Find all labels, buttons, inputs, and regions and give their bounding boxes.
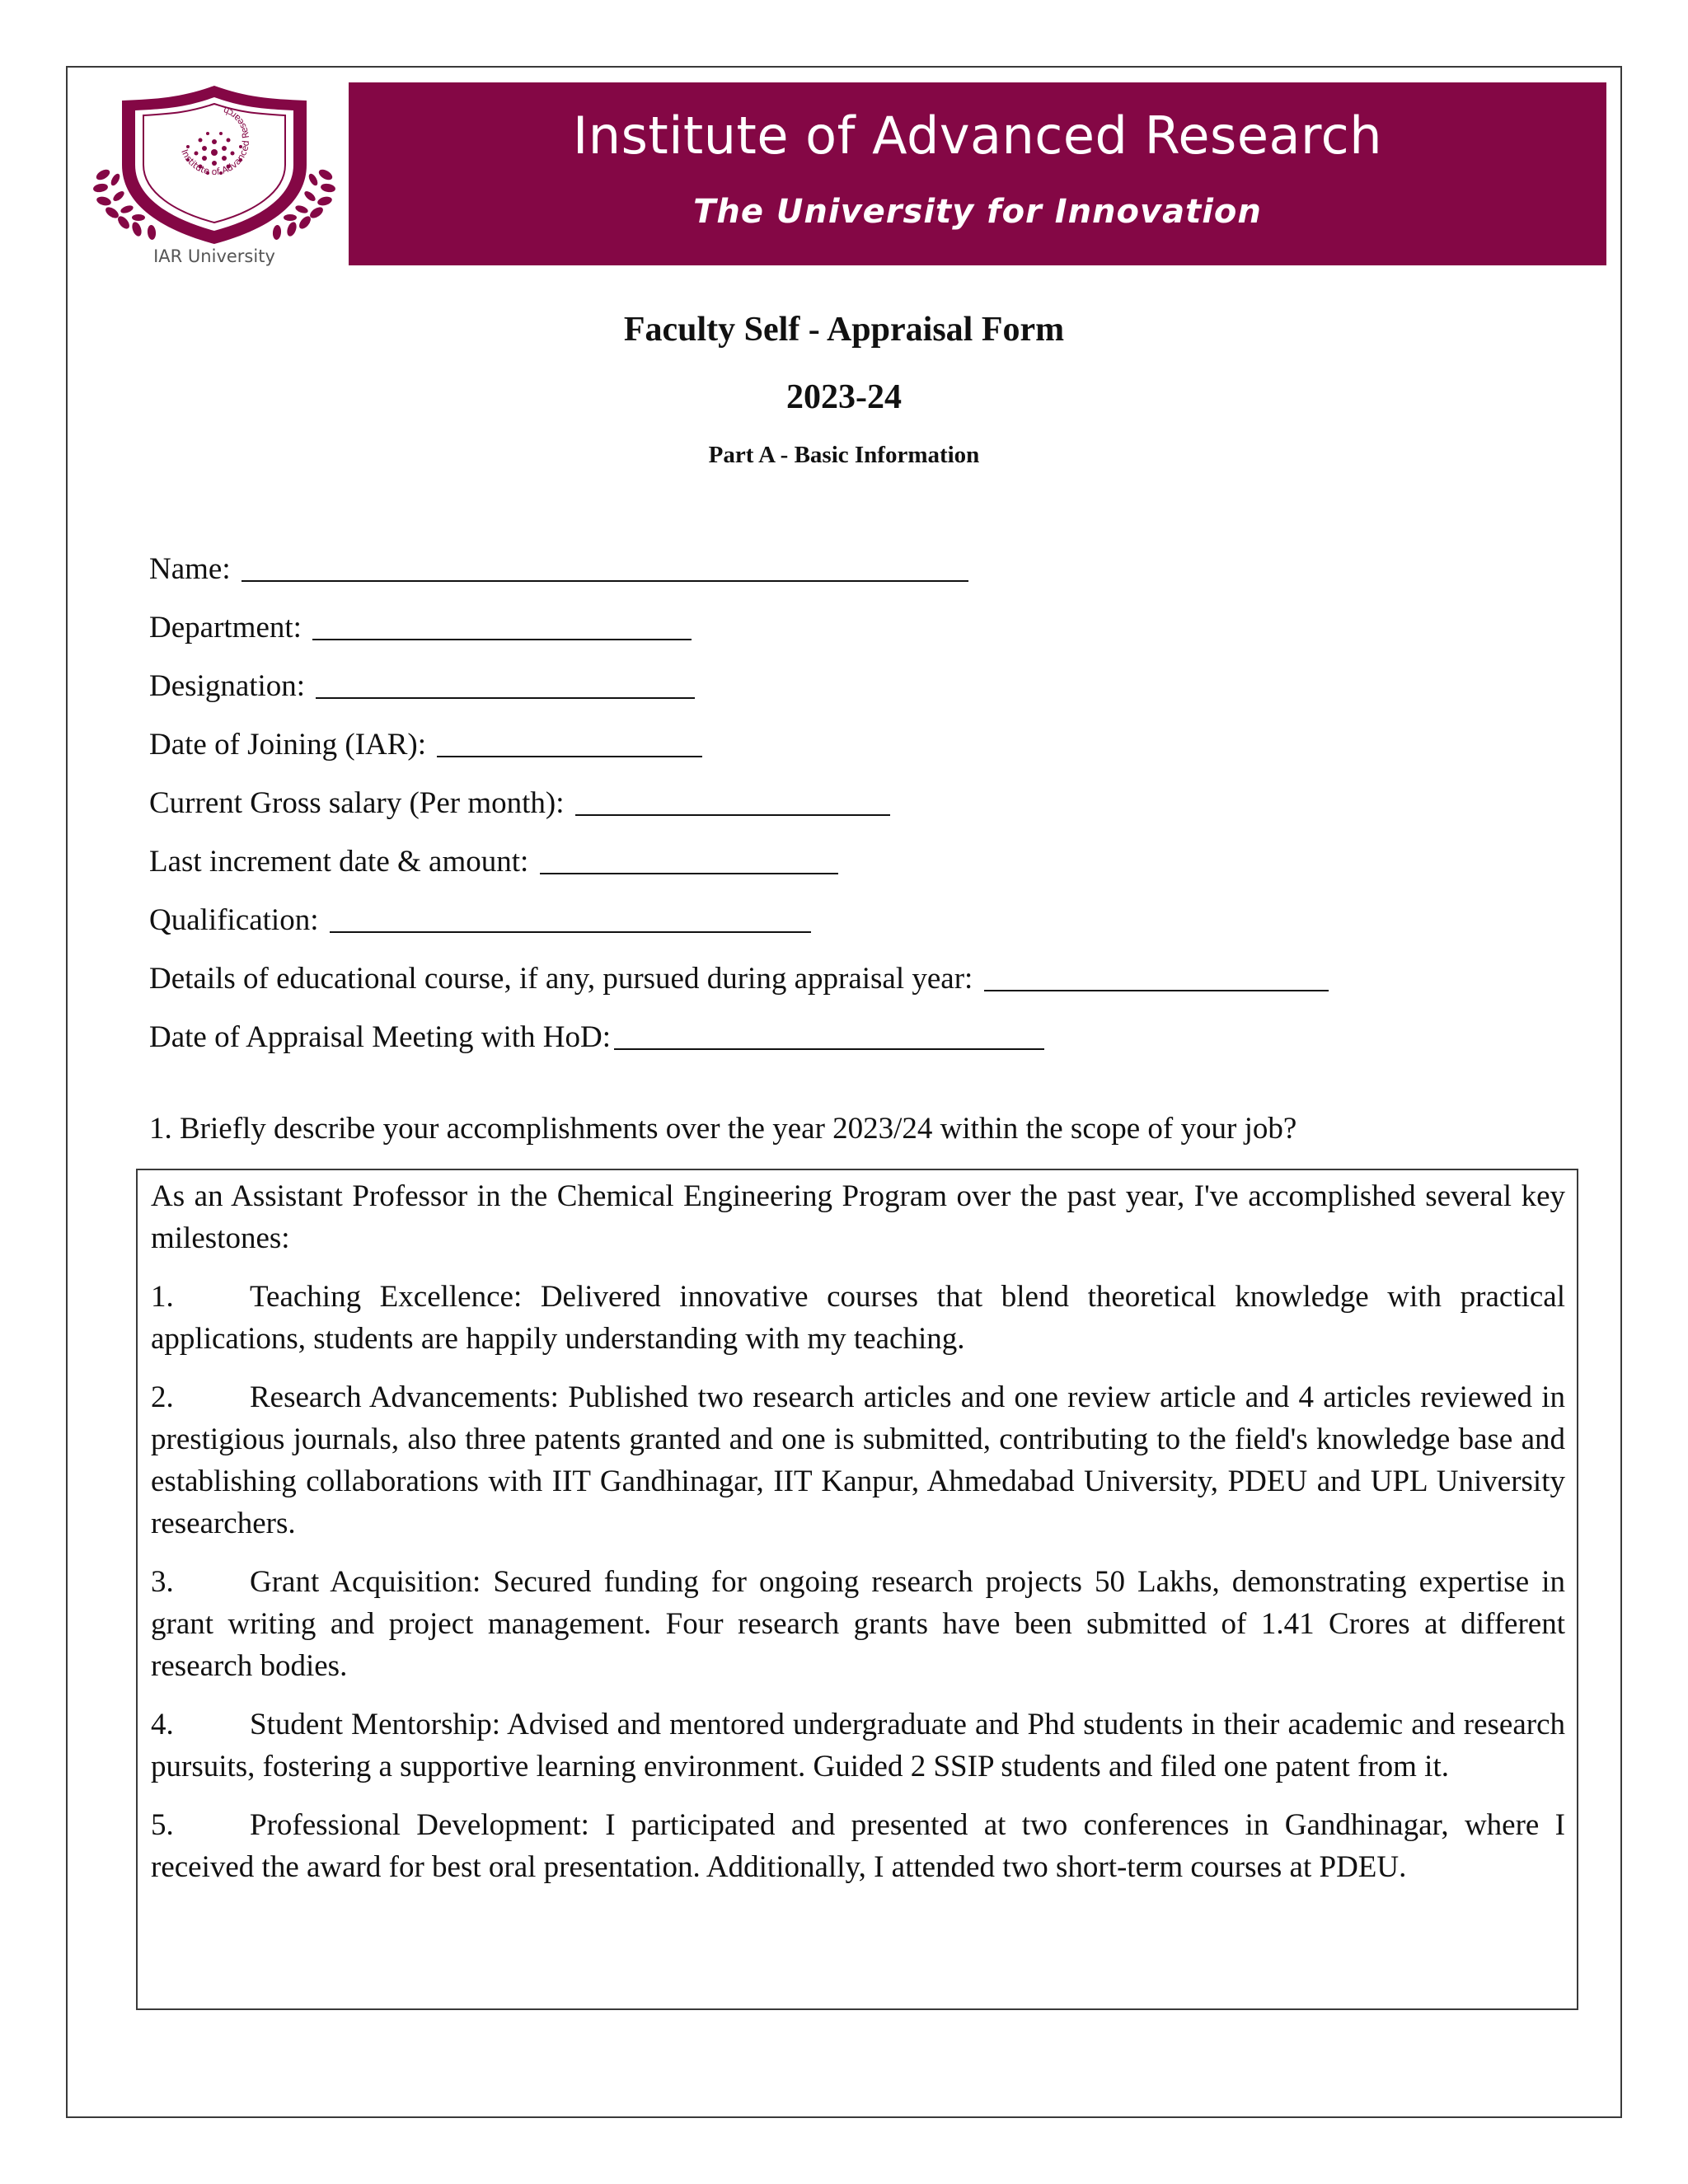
last-increment-blank[interactable]	[540, 848, 838, 874]
header-banner	[349, 82, 1606, 265]
form-title: Faculty Self - Appraisal Form	[623, 311, 1065, 349]
department-blank[interactable]	[312, 614, 692, 640]
field-label: Date of Joining (IAR):	[149, 728, 434, 762]
field-label: Name:	[149, 552, 238, 586]
gross-salary-field[interactable]	[149, 785, 1600, 843]
item-number: 5.	[151, 1808, 174, 1842]
educational-course-field[interactable]	[149, 960, 1600, 1019]
date-of-joining-field[interactable]	[149, 726, 1600, 785]
svg-text:Institute of Advanced Research: Institute of Advanced Research	[179, 104, 252, 178]
name-blank[interactable]	[241, 555, 968, 582]
list-item	[151, 1561, 1565, 1687]
answer-intro: As an Assistant Professor in the Chemical Engineering Program over the past year, I've accomplished several key milestones:	[151, 1179, 1565, 1255]
designation-field[interactable]	[149, 668, 1600, 726]
item-number: 4.	[151, 1708, 174, 1741]
gross-salary-blank[interactable]	[575, 790, 890, 816]
item-text: Professional Development: I participated and presented at two conferences in Gandhinagar, where I received the award for best oral presentation. Additionally, I attended two short-term courses at PDEU.	[151, 1808, 1565, 1884]
form-year: 2023-24	[786, 378, 902, 416]
name-field[interactable]	[149, 551, 1600, 609]
item-text: Grant Acquisition: Secured funding for ongoing research projects 50 Lakhs, demonstrating expertise in grant writing and project management. Four research grants have been submitted of 1.41 Crores at different research bodies.	[151, 1565, 1565, 1683]
field-label: Details of educational course, if any, pursued during appraisal year:	[149, 962, 981, 996]
designation-blank[interactable]	[316, 673, 695, 699]
field-label: Date of Appraisal Meeting with HoD:	[149, 1020, 612, 1054]
qualification-blank[interactable]	[330, 907, 811, 933]
item-number: 1.	[151, 1280, 174, 1314]
item-text: Research Advancements: Published two research articles and one review article and 4 articles reviewed in prestigious journals, also three patents granted and one is submitted, contributing to the field's knowledge base and establishing collaborations with IIT Gandhinagar, IIT Kanpur, Ahmedabad University, PDEU and UPL University researchers.	[151, 1380, 1565, 1540]
item-text: Teaching Excellence: Delivered innovative courses that blend theoretical knowledge with practical applications, students are happily understanding with my teaching.	[151, 1280, 1565, 1356]
list-item	[151, 1704, 1565, 1788]
field-label: Current Gross salary (Per month):	[149, 786, 572, 820]
list-item	[151, 1376, 1565, 1544]
list-item	[151, 1804, 1565, 1888]
field-label: Designation:	[149, 669, 313, 703]
appraisal-meeting-date-blank[interactable]	[614, 1024, 1044, 1050]
banner-title: Institute of Advanced Research	[573, 105, 1382, 166]
last-increment-field[interactable]	[149, 843, 1600, 902]
logo-caption: IAR University	[153, 246, 275, 266]
department-field[interactable]	[149, 609, 1600, 668]
item-number: 3.	[151, 1565, 174, 1599]
item-number: 2.	[151, 1380, 174, 1414]
form-part-heading: Part A - Basic Information	[708, 442, 980, 468]
list-item	[151, 1276, 1565, 1360]
date-of-joining-blank[interactable]	[437, 731, 702, 757]
answer-textbox[interactable]	[136, 1169, 1578, 2010]
field-label: Last increment date & amount:	[149, 845, 537, 879]
university-logo	[82, 82, 346, 268]
item-text: Student Mentorship: Advised and mentored undergraduate and Phd students in their academic and research pursuits, fostering a supportive learning environment. Guided 2 SSIP students and filed one patent from it.	[151, 1708, 1565, 1783]
field-label: Department:	[149, 611, 310, 644]
appraisal-meeting-date-field[interactable]	[149, 1019, 1600, 1077]
banner-subtitle: The University for Innovation	[693, 193, 1262, 231]
basic-info-fields	[149, 551, 1600, 1077]
educational-course-blank[interactable]	[984, 965, 1329, 991]
shield-seal-icon	[82, 82, 346, 268]
question-1: 1. Briefly describe your accomplishments over the year 2023/24 within the scope of your job?	[149, 1112, 1297, 1146]
field-label: Qualification:	[149, 903, 326, 937]
qualification-field[interactable]	[149, 902, 1600, 960]
